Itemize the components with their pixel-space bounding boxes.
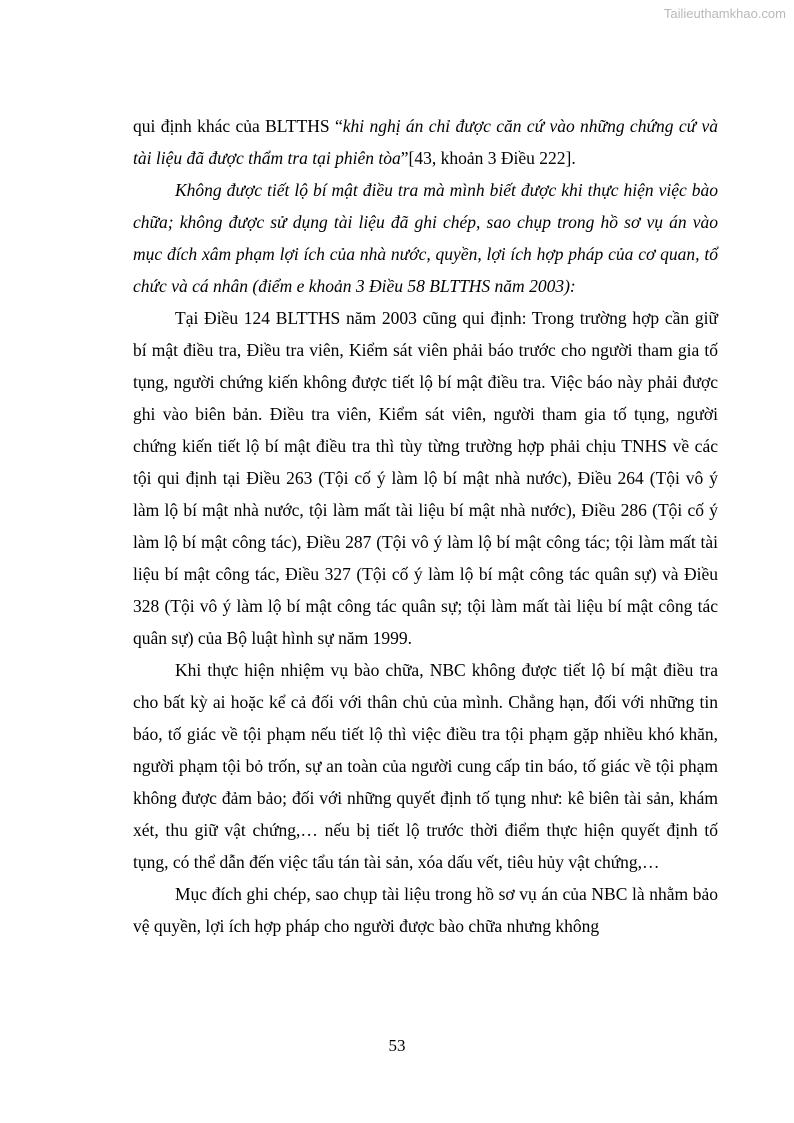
paragraph-1 [133,110,718,174]
paragraph-4: Khi thực hiện nhiệm vụ bào chữa, NBC không được tiết lộ bí mật điều tra cho bất kỳ ai hoặc kể cả đối với thân chủ của mình. Chẳng hạn, đối với những tin báo, tố giác về tội phạm nếu tiết lộ thì việc điều tra tội phạm gặp nhiều khó khăn, người phạm tội bỏ trốn, sự an toàn của người cung cấp tin báo, tố giác về tội phạm không được đảm bảo; đối với những quyết định tố tụng như: kê biên tài sản, khám xét, thu giữ vật chứng,… nếu bị tiết lộ trước thời điểm thực hiện quyết định tố tụng, có thể dẫn đến việc tẩu tán tài sản, xóa dấu vết, tiêu hủy vật chứng,… [133,660,718,872]
paragraph-1-quote: khi nghị án chỉ được căn cứ vào những chứng cứ và tài liệu đã được thẩm tra tại phiên tòa [133,116,718,168]
paragraph-2: Không được tiết lộ bí mật điều tra mà mình biết được khi thực hiện việc bào chữa; không được sử dụng tài liệu đã ghi chép, sao chụp trong hồ sơ vụ án vào mục đích xâm phạm lợi ích của nhà nước, quyền, lợi ích hợp pháp của cơ quan, tổ chức và cá nhân (điểm e khoản 3 Điều 58 BLTTHS năm 2003): [133,180,718,296]
watermark: Tailieuthamkhao.com [663,6,786,21]
document-body [133,110,718,942]
paragraph-3: Tại Điều 124 BLTTHS năm 2003 cũng qui định: Trong trường hợp cần giữ bí mật điều tra, Điều tra viên, Kiểm sát viên phải báo trước cho người tham gia tố tụng, người chứng kiến không được tiết lộ bí mật điều tra. Việc báo này phải được ghi vào biên bản. Điều tra viên, Kiểm sát viên, người tham gia tố tụng, người chứng kiến tiết lộ bí mật điều tra thì tùy từng trường hợp phải chịu TNHS về các tội qui định tại Điều 263 (Tội cố ý làm lộ bí mật nhà nước), Điều 264 (Tội vô ý làm lộ bí mật nhà nước, tội làm mất tài liệu bí mật nhà nước), Điều 286 (Tội cố ý làm lộ bí mật công tác), Điều 287 (Tội vô ý làm lộ bí mật công tác; tội làm mất tài liệu bí mật công tác, Điều 327 (Tội cố ý làm lộ bí mật công tác quân sự) và Điều 328 (Tội vô ý làm lộ bí mật công tác quân sự; tội làm mất tài liệu bí mật công tác quân sự) của Bộ luật hình sự năm 1999. [133,308,718,648]
page-number: 53 [388,1036,406,1055]
paragraph-5: Mục đích ghi chép, sao chụp tài liệu trong hồ sơ vụ án của NBC là nhằm bảo vệ quyền, lợi ích hợp pháp cho người được bào chữa nhưng không [133,884,718,936]
paragraph-1-lead: qui định khác của BLTTHS “ [133,116,343,136]
paragraph-1-citation: ”[43, khoản 3 Điều 222]. [400,148,576,168]
